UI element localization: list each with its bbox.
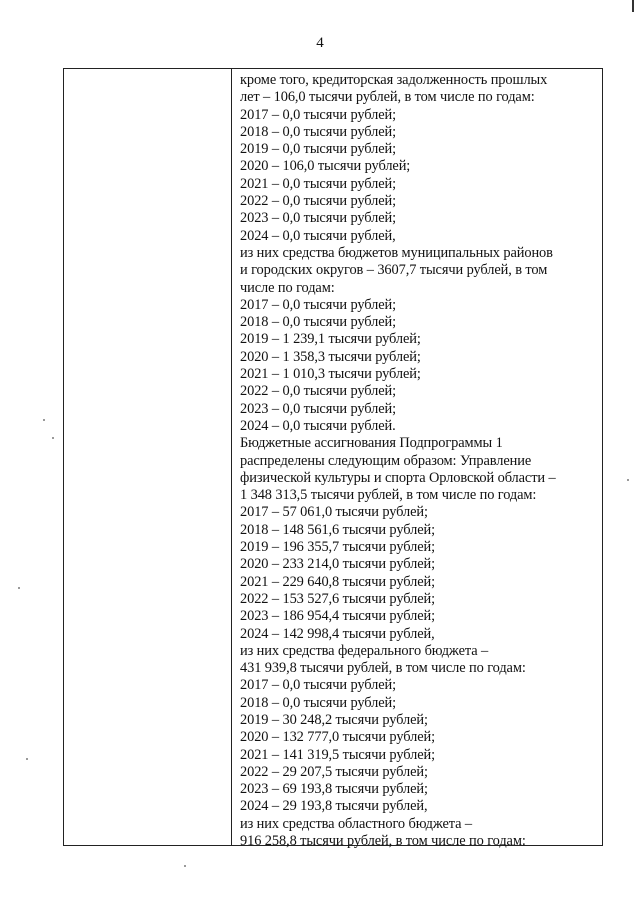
scan-edge-mark xyxy=(632,0,634,12)
scan-speck xyxy=(26,758,28,760)
text-line: 2021 – 1 010,3 тысячи рублей; xyxy=(240,366,421,383)
text-line: 2019 – 196 355,7 тысячи рублей; xyxy=(240,539,435,556)
text-line: 2018 – 148 561,6 тысячи рублей; xyxy=(240,521,435,538)
page-number: 4 xyxy=(316,35,324,51)
text-line: 2022 – 0,0 тысячи рублей; xyxy=(240,193,397,210)
table-right-cell xyxy=(240,72,596,850)
text-line: 2019 – 0,0 тысячи рублей; xyxy=(240,141,397,158)
text-line: 2022 – 153 527,6 тысячи рублей; xyxy=(240,590,435,607)
text-line: 2019 – 30 248,2 тысячи рублей; xyxy=(240,711,428,728)
scan-speck xyxy=(52,437,54,439)
text-line: 2021 – 0,0 тысячи рублей; xyxy=(240,175,397,192)
text-line: 2023 – 0,0 тысячи рублей; xyxy=(240,400,397,417)
text-line: физической культуры и спорта Орловской области – xyxy=(240,469,556,486)
text-line: числе по годам: xyxy=(240,279,335,296)
text-line: 2018 – 0,0 тысячи рублей; xyxy=(240,314,397,331)
text-line: 2022 – 0,0 тысячи рублей; xyxy=(240,383,397,400)
column-divider xyxy=(231,69,232,845)
text-line: 2020 – 106,0 тысячи рублей; xyxy=(240,158,411,175)
text-line: 431 939,8 тысячи рублей, в том числе по годам: xyxy=(240,660,526,677)
document-table xyxy=(63,68,603,850)
text-line: 2021 – 229 640,8 тысячи рублей; xyxy=(240,573,435,590)
text-line: из них средства федерального бюджета – xyxy=(240,642,489,659)
text-line: 2019 – 1 239,1 тысячи рублей; xyxy=(240,331,421,348)
text-line: 2023 – 186 954,4 тысячи рублей; xyxy=(240,608,435,625)
text-line: 2024 – 0,0 тысячи рублей, xyxy=(240,227,396,244)
text-line: 2022 – 29 207,5 тысячи рублей; xyxy=(240,763,428,780)
text-line: 2020 – 132 777,0 тысячи рублей; xyxy=(240,729,435,746)
scan-speck xyxy=(184,865,186,867)
text-line: кроме того, кредиторская задолженность прошлых xyxy=(240,72,548,88)
text-line: из них средства бюджетов муниципальных районов xyxy=(240,244,553,261)
table-left-cell xyxy=(64,69,231,845)
text-line: 2018 – 0,0 тысячи рублей; xyxy=(240,123,397,140)
text-line: 2024 – 142 998,4 тысячи рублей, xyxy=(240,625,435,642)
text-line: 2024 – 29 193,8 тысячи рублей, xyxy=(240,798,428,815)
text-line: распределены следующим образом: Управление xyxy=(240,452,532,469)
scan-speck xyxy=(627,479,629,481)
text-line: 2017 – 57 061,0 тысячи рублей; xyxy=(240,504,428,521)
text-line: 2017 – 0,0 тысячи рублей; xyxy=(240,296,397,313)
text-line: 2020 – 1 358,3 тысячи рублей; xyxy=(240,348,421,365)
text-line: 2021 – 141 319,5 тысячи рублей; xyxy=(240,746,435,763)
text-line: Бюджетные ассигнования Подпрограммы 1 xyxy=(240,435,503,452)
text-line: 2017 – 0,0 тысячи рублей; xyxy=(240,106,397,123)
text-line: 916 258,8 тысячи рублей, в том числе по годам: xyxy=(240,833,526,850)
scan-speck xyxy=(43,419,45,421)
text-line: 1 348 313,5 тысячи рублей, в том числе по годам: xyxy=(240,487,537,504)
text-line: 2024 – 0,0 тысячи рублей. xyxy=(240,417,396,434)
text-line: из них средства областного бюджета – xyxy=(240,815,473,832)
text-line: и городских округов – 3607,7 тысячи рублей, в том xyxy=(240,262,548,279)
text-line: 2017 – 0,0 тысячи рублей; xyxy=(240,677,397,694)
text-line: 2020 – 233 214,0 тысячи рублей; xyxy=(240,556,435,573)
text-line: лет – 106,0 тысячи рублей, в том числе по годам: xyxy=(240,89,535,106)
text-line: 2018 – 0,0 тысячи рублей; xyxy=(240,694,397,711)
scan-speck xyxy=(18,587,20,589)
text-line: 2023 – 69 193,8 тысячи рублей; xyxy=(240,781,428,798)
text-line: 2023 – 0,0 тысячи рублей; xyxy=(240,210,397,227)
